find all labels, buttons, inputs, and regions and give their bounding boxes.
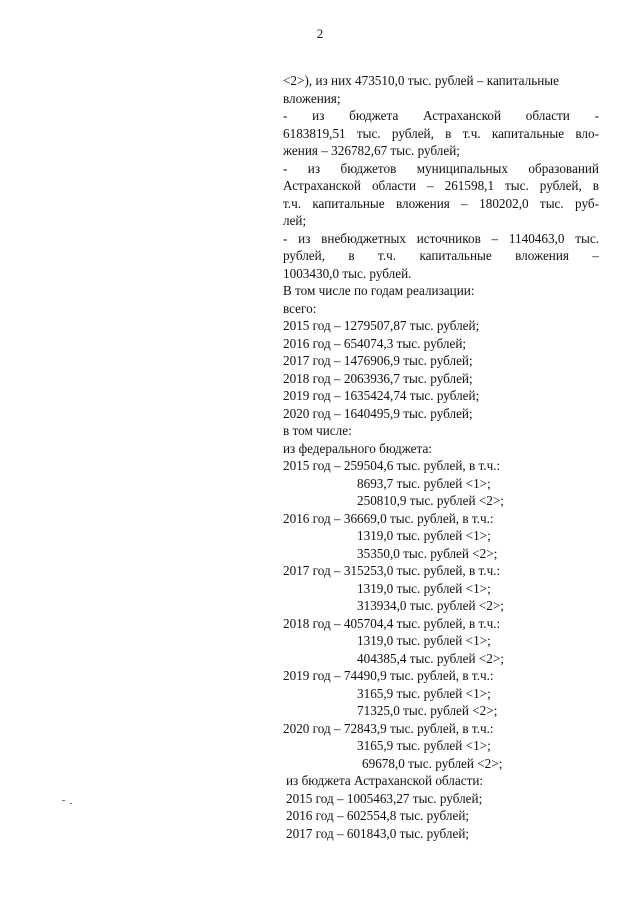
regional-budget-line-2: 6183819,51 тыс. рублей, в т.ч. капитальные вло- xyxy=(283,125,599,141)
extrabudgetary-line-2: рублей, в т.ч. капитальные вложения – xyxy=(283,248,599,263)
total-year-2020: 2020 год – 1640495,9 тыс. рублей; xyxy=(283,405,473,421)
federal-2017-sub-1: 1319,0 тыс. рублей <1>; xyxy=(357,580,491,596)
federal-2019-sub-1: 3165,9 тыс. рублей <1>; xyxy=(357,685,491,701)
federal-year-2017: 2017 год – 315253,0 тыс. рублей, в т.ч.: xyxy=(283,563,501,578)
regional-year-2017: 2017 год – 601843,0 тыс. рублей; xyxy=(286,825,470,841)
municipal-budget-line-2: Астраханской области – 261598,1 тыс. рублей, в xyxy=(283,178,599,193)
federal-year-2018: 2018 год – 405704,4 тыс. рублей, в т.ч.: xyxy=(283,615,501,631)
federal-budget-label: из федерального бюджета: xyxy=(283,440,432,456)
federal-2016-sub-1: 1319,0 тыс. рублей <1>; xyxy=(357,528,491,543)
scan-speck xyxy=(70,803,72,804)
including-label: в том числе: xyxy=(283,423,352,438)
federal-2016-sub-2: 35350,0 тыс. рублей <2>; xyxy=(357,545,498,561)
federal-year-2015: 2015 год – 259504,6 тыс. рублей, в т.ч.: xyxy=(283,458,501,473)
total-label: всего: xyxy=(283,300,317,316)
federal-2020-sub-1: 3165,9 тыс. рублей <1>; xyxy=(357,738,491,753)
federal-2020-sub-2: 69678,0 тыс. рублей <2>; xyxy=(362,755,503,771)
federal-2018-sub-2: 404385,4 тыс. рублей <2>; xyxy=(357,650,504,666)
municipal-budget-line-1: - из бюджетов муниципальных образований xyxy=(283,160,599,176)
regional-year-2015: 2015 год – 1005463,27 тыс. рублей; xyxy=(286,790,483,806)
municipal-budget-line-3: т.ч. капитальные вложения – 180202,0 тыс. руб- xyxy=(283,195,599,211)
regional-budget-line-1: - из бюджета Астраханской области - xyxy=(283,108,599,123)
federal-year-2019: 2019 год – 74490,9 тыс. рублей, в т.ч.: xyxy=(283,668,494,683)
federal-2015-sub-1: 8693,7 тыс. рублей <1>; xyxy=(357,475,491,491)
total-year-2017: 2017 год – 1476906,9 тыс. рублей; xyxy=(283,353,473,368)
funding-intro-line-2: вложения; xyxy=(283,90,341,106)
federal-year-2020: 2020 год – 72843,9 тыс. рублей, в т.ч.: xyxy=(283,720,494,736)
funding-text-block xyxy=(283,72,599,842)
total-year-2018: 2018 год – 2063936,7 тыс. рублей; xyxy=(283,370,473,386)
federal-2018-sub-1: 1319,0 тыс. рублей <1>; xyxy=(357,633,491,648)
regional-budget-line-3: жения – 326782,67 тыс. рублей; xyxy=(283,143,460,158)
total-year-2015: 2015 год – 1279507,87 тыс. рублей; xyxy=(283,318,480,333)
total-year-2019: 2019 год – 1635424,74 тыс. рублей; xyxy=(283,388,480,403)
municipal-budget-line-4: лей; xyxy=(283,213,307,228)
extrabudgetary-line-1: - из внебюджетных источников – 1140463,0 тыс. xyxy=(283,230,599,246)
regional-year-2016: 2016 год – 602554,8 тыс. рублей; xyxy=(286,808,470,823)
regional-budget-label: из бюджета Астраханской области: xyxy=(286,773,484,788)
page-number: 2 xyxy=(316,26,324,41)
federal-2019-sub-2: 71325,0 тыс. рублей <2>; xyxy=(357,703,498,718)
funding-intro-line-1: <2>), из них 473510,0 тыс. рублей – капитальные xyxy=(283,73,560,88)
by-year-heading: В том числе по годам реализации: xyxy=(283,283,475,298)
federal-2017-sub-2: 313934,0 тыс. рублей <2>; xyxy=(357,598,504,613)
federal-2015-sub-2: 250810,9 тыс. рублей <2>; xyxy=(357,493,504,508)
scan-speck xyxy=(62,800,65,801)
total-year-2016: 2016 год – 654074,3 тыс. рублей; xyxy=(283,335,467,351)
extrabudgetary-line-3: 1003430,0 тыс. рублей. xyxy=(283,265,412,281)
federal-year-2016: 2016 год – 36669,0 тыс. рублей, в т.ч.: xyxy=(283,510,494,526)
